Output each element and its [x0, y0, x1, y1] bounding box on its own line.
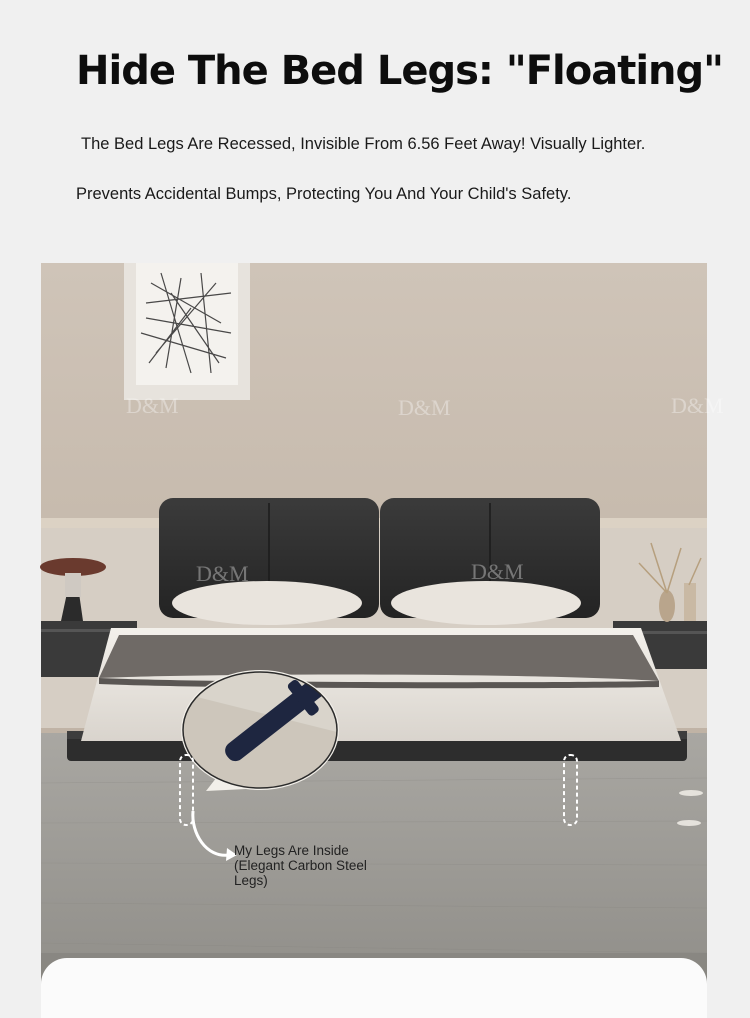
watermark-3: D&M	[671, 393, 724, 418]
subtitle-recessed-legs: The Bed Legs Are Recessed, Invisible From 6.56 Feet Away! Visually Lighter.	[81, 135, 646, 153]
headline: Hide The Bed Legs: "Floating"	[76, 48, 723, 94]
pillow-left	[172, 581, 362, 625]
watermark-2: D&M	[398, 395, 451, 420]
next-section-card	[41, 958, 707, 1018]
leg-callout-label: My Legs Are Inside (Elegant Carbon Steel Legs)	[234, 843, 367, 888]
subtitle-safety: Prevents Accidental Bumps, Protecting You And Your Child's Safety.	[76, 185, 572, 203]
watermark-5: D&M	[471, 559, 524, 584]
watermark-1: D&M	[126, 393, 179, 418]
throw-blanket	[99, 635, 659, 681]
watermark-4: D&M	[196, 561, 249, 586]
wall-art	[124, 263, 250, 400]
pillow-right	[391, 581, 581, 625]
